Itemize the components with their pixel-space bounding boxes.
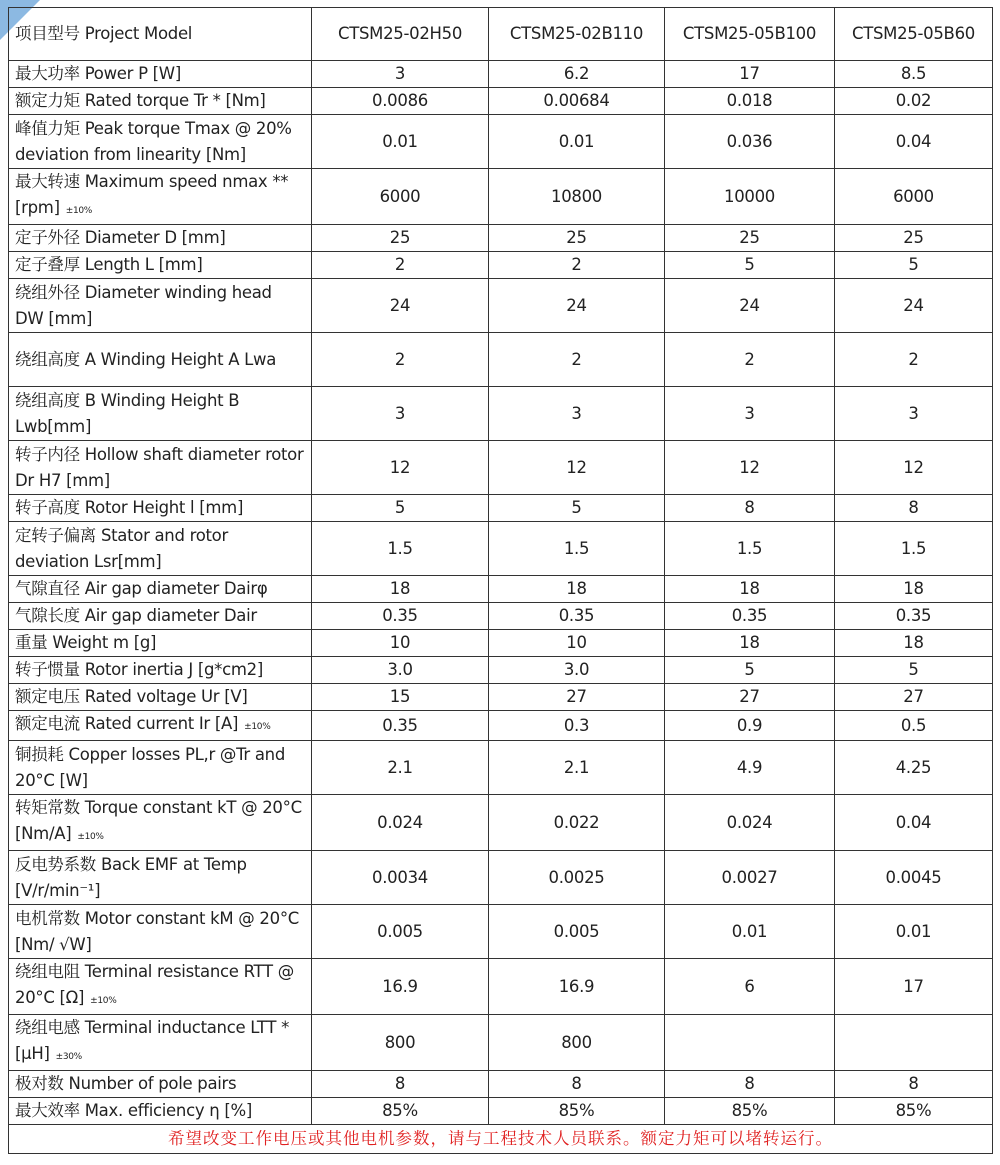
value-cell: 3.0: [489, 657, 665, 684]
footer-row: [9, 1125, 993, 1154]
value-cell: 0.35: [312, 711, 489, 741]
value-cell: 3.0: [312, 657, 489, 684]
table-row: [9, 741, 993, 795]
row-label-text: 铜损耗 Copper losses PL,r @Tr and 20°C [W]: [15, 744, 285, 790]
row-label: [9, 169, 312, 225]
row-label-text: 峰值力矩 Peak torque Tmax @ 20% deviation from linearity [Nm]: [15, 118, 292, 164]
row-label-text: 转子惯量 Rotor inertia J [g*cm2]: [15, 660, 263, 679]
row-label: [9, 88, 312, 115]
value-cell: 18: [312, 576, 489, 603]
value-cell: 25: [665, 225, 835, 252]
value-cell: 0.005: [489, 905, 665, 959]
value-cell: 10: [489, 630, 665, 657]
table-row: [9, 657, 993, 684]
row-label: [9, 387, 312, 441]
value-cell: 27: [665, 684, 835, 711]
row-label: [9, 1071, 312, 1098]
value-cell: 1.5: [489, 522, 665, 576]
value-cell: 0.3: [489, 711, 665, 741]
value-cell: 1.5: [665, 522, 835, 576]
value-cell: 2.1: [312, 741, 489, 795]
value-cell: 0.35: [312, 603, 489, 630]
table-row: [9, 1098, 993, 1125]
value-cell: 0.0027: [665, 851, 835, 905]
row-label-text: 额定电流 Rated current Ir [A]: [15, 714, 239, 733]
value-cell: 0.02: [835, 88, 993, 115]
value-cell: 0.35: [489, 603, 665, 630]
table-row: [9, 630, 993, 657]
value-cell: 8: [489, 1071, 665, 1098]
row-label-text: 转子内径 Hollow shaft diameter rotor Dr H7 [mm]: [15, 444, 304, 490]
value-cell: 0.9: [665, 711, 835, 741]
table-row: [9, 333, 993, 387]
row-label-text: 额定电压 Rated voltage Ur [V]: [15, 687, 248, 706]
row-label: [9, 1015, 312, 1071]
value-cell: 24: [665, 279, 835, 333]
value-cell: 25: [489, 225, 665, 252]
row-label: [9, 959, 312, 1015]
value-cell: 0.022: [489, 795, 665, 851]
table-row: [9, 959, 993, 1015]
tolerance-note: ±10%: [90, 996, 117, 1006]
table-row: [9, 495, 993, 522]
row-label: [9, 657, 312, 684]
row-label: [9, 115, 312, 169]
value-cell: 5: [312, 495, 489, 522]
value-cell: 24: [312, 279, 489, 333]
row-label: [9, 252, 312, 279]
value-cell: 0.024: [312, 795, 489, 851]
table-row: [9, 387, 993, 441]
value-cell: 2.1: [489, 741, 665, 795]
table-row: [9, 711, 993, 741]
value-cell: 18: [835, 576, 993, 603]
row-label-text: 反电势系数 Back EMF at Temp [V/r/min⁻¹]: [15, 854, 247, 900]
row-label-text: 绕组电阻 Terminal resistance RTT @ 20°C [Ω]: [15, 962, 294, 1007]
model-header: CTSM25-02B110: [489, 8, 665, 61]
value-cell: 10800: [489, 169, 665, 225]
value-cell: 0.0086: [312, 88, 489, 115]
value-cell: 0.005: [312, 905, 489, 959]
value-cell: 12: [835, 441, 993, 495]
value-cell: 16.9: [312, 959, 489, 1015]
row-label-text: 绕组电感 Terminal inductance LTT * [µH]: [15, 1018, 290, 1063]
value-cell: 8.5: [835, 61, 993, 88]
value-cell: [665, 1015, 835, 1071]
value-cell: 6.2: [489, 61, 665, 88]
value-cell: 3: [489, 387, 665, 441]
value-cell: 85%: [312, 1098, 489, 1125]
footer-note: 希望改变工作电压或其他电机参数，请与工程技术人员联系。额定力矩可以堵转运行。: [9, 1125, 993, 1154]
value-cell: 800: [489, 1015, 665, 1071]
value-cell: 0.0034: [312, 851, 489, 905]
value-cell: 0.0025: [489, 851, 665, 905]
value-cell: 0.01: [312, 115, 489, 169]
value-cell: 6000: [312, 169, 489, 225]
table-row: [9, 1015, 993, 1071]
row-label: [9, 279, 312, 333]
row-label: [9, 711, 312, 741]
value-cell: 25: [835, 225, 993, 252]
row-label-text: 绕组外径 Diameter winding head DW [mm]: [15, 282, 272, 328]
row-label: [9, 905, 312, 959]
header-label: 项目型号 Project Model: [9, 8, 312, 61]
value-cell: 3: [312, 61, 489, 88]
value-cell: 2: [489, 333, 665, 387]
row-label: [9, 603, 312, 630]
value-cell: 85%: [489, 1098, 665, 1125]
row-label: [9, 441, 312, 495]
tolerance-note: ±30%: [55, 1052, 82, 1062]
value-cell: 8: [835, 1071, 993, 1098]
row-label-text: 极对数 Number of pole pairs: [15, 1074, 237, 1093]
value-cell: 0.024: [665, 795, 835, 851]
row-label: [9, 851, 312, 905]
row-label-text: 定子叠厚 Length L [mm]: [15, 255, 203, 274]
row-label: [9, 741, 312, 795]
value-cell: 0.35: [665, 603, 835, 630]
value-cell: 5: [665, 252, 835, 279]
value-cell: 0.0045: [835, 851, 993, 905]
value-cell: 27: [489, 684, 665, 711]
value-cell: 2: [489, 252, 665, 279]
table-row: [9, 684, 993, 711]
value-cell: 2: [312, 333, 489, 387]
row-label-text: 重量 Weight m [g]: [15, 633, 157, 652]
value-cell: 0.01: [835, 905, 993, 959]
value-cell: 0.35: [835, 603, 993, 630]
value-cell: 18: [835, 630, 993, 657]
table-row: [9, 603, 993, 630]
value-cell: 24: [489, 279, 665, 333]
value-cell: 0.5: [835, 711, 993, 741]
row-label-text: 转矩常数 Torque constant kT @ 20°C [Nm/A]: [15, 798, 302, 843]
value-cell: 8: [665, 495, 835, 522]
model-header: CTSM25-05B60: [835, 8, 993, 61]
table-row: [9, 225, 993, 252]
row-label: [9, 495, 312, 522]
value-cell: 4.9: [665, 741, 835, 795]
value-cell: 0.036: [665, 115, 835, 169]
row-label: [9, 684, 312, 711]
row-label: [9, 225, 312, 252]
value-cell: 2: [835, 333, 993, 387]
tolerance-note: ±10%: [77, 832, 104, 842]
table-row: [9, 61, 993, 88]
row-label-text: 额定力矩 Rated torque Tr * [Nm]: [15, 91, 266, 110]
value-cell: 5: [835, 252, 993, 279]
table-row: [9, 115, 993, 169]
value-cell: 2: [665, 333, 835, 387]
value-cell: 3: [312, 387, 489, 441]
value-cell: 6: [665, 959, 835, 1015]
value-cell: 4.25: [835, 741, 993, 795]
header-row: [9, 8, 993, 61]
value-cell: 15: [312, 684, 489, 711]
value-cell: 0.04: [835, 795, 993, 851]
table-row: [9, 576, 993, 603]
model-header: CTSM25-02H50: [312, 8, 489, 61]
tolerance-note: ±10%: [65, 206, 93, 216]
table-row: [9, 1071, 993, 1098]
value-cell: 85%: [835, 1098, 993, 1125]
row-label-text: 气隙长度 Air gap diameter Dair: [15, 606, 257, 625]
value-cell: 3: [835, 387, 993, 441]
value-cell: 10000: [665, 169, 835, 225]
row-label: [9, 333, 312, 387]
value-cell: 2: [312, 252, 489, 279]
value-cell: 800: [312, 1015, 489, 1071]
value-cell: 25: [312, 225, 489, 252]
table-row: [9, 905, 993, 959]
table-row: [9, 441, 993, 495]
row-label-text: 绕组高度 A Winding Height A Lwa: [15, 349, 277, 369]
value-cell: 3: [665, 387, 835, 441]
table-row: [9, 522, 993, 576]
value-cell: 10: [312, 630, 489, 657]
row-label-text: 定子外径 Diameter D [mm]: [15, 228, 226, 247]
row-label: [9, 795, 312, 851]
value-cell: 0.01: [489, 115, 665, 169]
value-cell: 8: [835, 495, 993, 522]
row-label-text: 电机常数 Motor constant kM @ 20°C [Nm/ √W]: [15, 908, 299, 954]
row-label-text: 定转子偏离 Stator and rotor deviation Lsr[mm]: [15, 525, 228, 571]
table-row: [9, 279, 993, 333]
value-cell: 0.01: [665, 905, 835, 959]
table-row: [9, 851, 993, 905]
row-label-text: 最大功率 Power P [W]: [15, 64, 181, 83]
row-label-text: 绕组高度 B Winding Height B Lwb[mm]: [15, 390, 240, 436]
table-row: [9, 795, 993, 851]
value-cell: 16.9: [489, 959, 665, 1015]
value-cell: 8: [665, 1071, 835, 1098]
model-header: CTSM25-05B100: [665, 8, 835, 61]
value-cell: 24: [835, 279, 993, 333]
value-cell: 6000: [835, 169, 993, 225]
row-label: [9, 630, 312, 657]
value-cell: 18: [665, 630, 835, 657]
value-cell: 1.5: [312, 522, 489, 576]
row-label-text: 最大效率 Max. efficiency η [%]: [15, 1101, 253, 1120]
value-cell: 17: [665, 61, 835, 88]
spec-table: [8, 7, 993, 1154]
value-cell: 5: [835, 657, 993, 684]
value-cell: [835, 1015, 993, 1071]
tolerance-note: ±10%: [244, 722, 271, 732]
value-cell: 0.018: [665, 88, 835, 115]
row-label: [9, 1098, 312, 1125]
value-cell: 12: [312, 441, 489, 495]
row-label-text: 气隙直径 Air gap diameter Dairφ: [15, 579, 268, 598]
table-row: [9, 252, 993, 279]
row-label: [9, 61, 312, 88]
value-cell: 27: [835, 684, 993, 711]
row-label-text: 转子高度 Rotor Height l [mm]: [15, 498, 244, 517]
value-cell: 5: [665, 657, 835, 684]
value-cell: 12: [489, 441, 665, 495]
value-cell: 18: [665, 576, 835, 603]
value-cell: 5: [489, 495, 665, 522]
row-label: [9, 522, 312, 576]
value-cell: 17: [835, 959, 993, 1015]
value-cell: 0.04: [835, 115, 993, 169]
value-cell: 8: [312, 1071, 489, 1098]
value-cell: 0.00684: [489, 88, 665, 115]
value-cell: 1.5: [835, 522, 993, 576]
row-label-text: 最大转速 Maximum speed nmax ** [rpm]: [15, 172, 289, 217]
table-row: [9, 88, 993, 115]
row-label: [9, 576, 312, 603]
value-cell: 18: [489, 576, 665, 603]
value-cell: 85%: [665, 1098, 835, 1125]
table-row: [9, 169, 993, 225]
value-cell: 12: [665, 441, 835, 495]
